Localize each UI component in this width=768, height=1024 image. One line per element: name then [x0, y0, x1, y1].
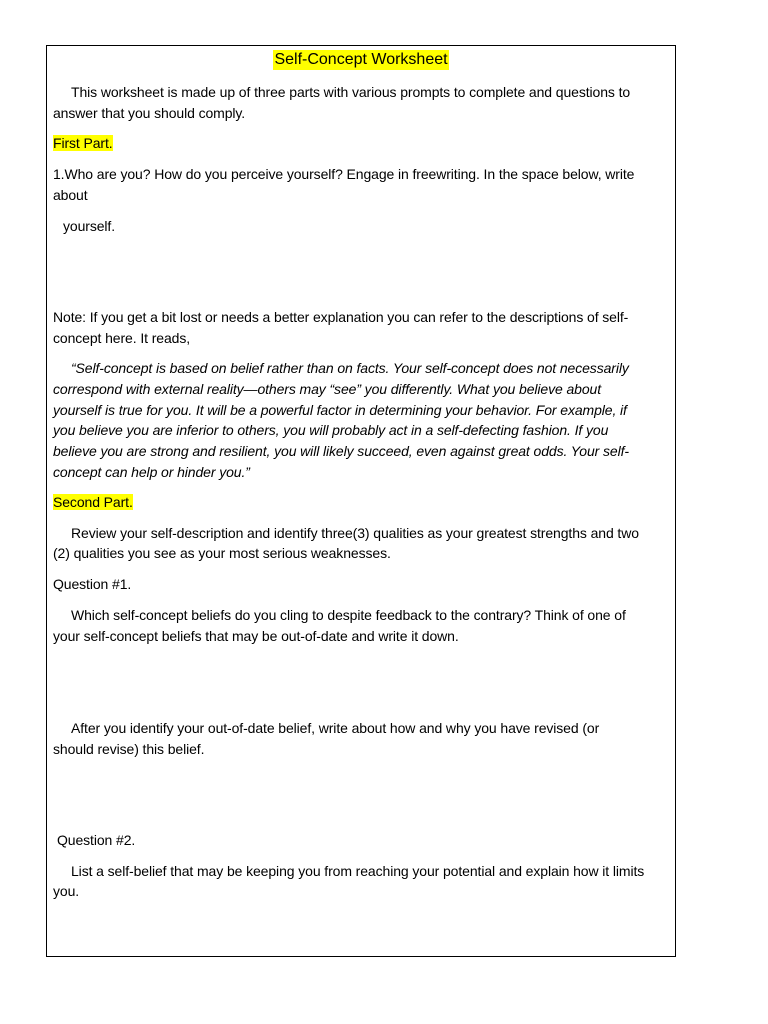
question-1-prompt-line: yourself. — [63, 218, 116, 234]
question-2-text-line: you. — [53, 883, 80, 899]
page-title: Self-Concept Worksheet — [274, 51, 448, 68]
first-part-heading — [53, 133, 113, 153]
quote-text-line: believe you are strong and resilient, you will likely succeed, even against great odds. Your self- — [53, 443, 629, 459]
followup-text-line: should revise) this belief. — [53, 741, 205, 757]
review-text-line: (2) qualities you see as your most serious weaknesses. — [53, 545, 391, 561]
note-text-line: Note: If you get a bit lost or needs a better explanation you can refer to the descriptions of self- — [53, 309, 629, 325]
second-part-heading — [53, 492, 133, 512]
first-part-label: First Part. — [53, 135, 113, 151]
worksheet-page — [46, 45, 676, 957]
quote-text-line: “Self-concept is based on belief rather than on facts. Your self-concept does not necessarily — [71, 360, 629, 376]
question-2-heading: Question #2. — [57, 832, 136, 848]
question-1-prompt-line: 1.Who are you? How do you perceive yourself? Engage in freewriting. In the space below, write — [53, 166, 635, 182]
quote-text-line: correspond with external reality—others may “see” you differently. What you believe about — [53, 381, 601, 397]
quote-text-line: you believe you are inferior to others, you will probably act in a self-defecting fashion. If you — [53, 422, 609, 438]
question-2-text-line: List a self-belief that may be keeping you from reaching your potential and explain how it limits — [71, 863, 645, 879]
followup-text-line: After you identify your out-of-date belief, write about how and why you have revised (or — [71, 720, 600, 736]
review-text-line: Review your self-description and identify three(3) qualities as your greatest strengths and two — [71, 525, 639, 541]
question-1-prompt-line: about — [53, 187, 88, 203]
question-1-text-line: Which self-concept beliefs do you cling to despite feedback to the contrary? Think of one of — [71, 607, 626, 623]
quote-text-line: yourself is true for you. It will be a powerful factor in determining your behavior. For example, if — [53, 402, 627, 418]
second-part-label: Second Part. — [53, 494, 133, 510]
intro-text-line: answer that you should comply. — [53, 105, 246, 121]
title-row — [47, 50, 675, 70]
quote-text-line: concept can help or hinder you.” — [53, 464, 250, 480]
note-text-line: concept here. It reads, — [53, 330, 191, 346]
question-1-heading: Question #1. — [53, 576, 132, 592]
question-1-text-line: your self-concept beliefs that may be out-of-date and write it down. — [53, 628, 459, 644]
intro-text-line: This worksheet is made up of three parts with various prompts to complete and questions to — [71, 84, 631, 100]
